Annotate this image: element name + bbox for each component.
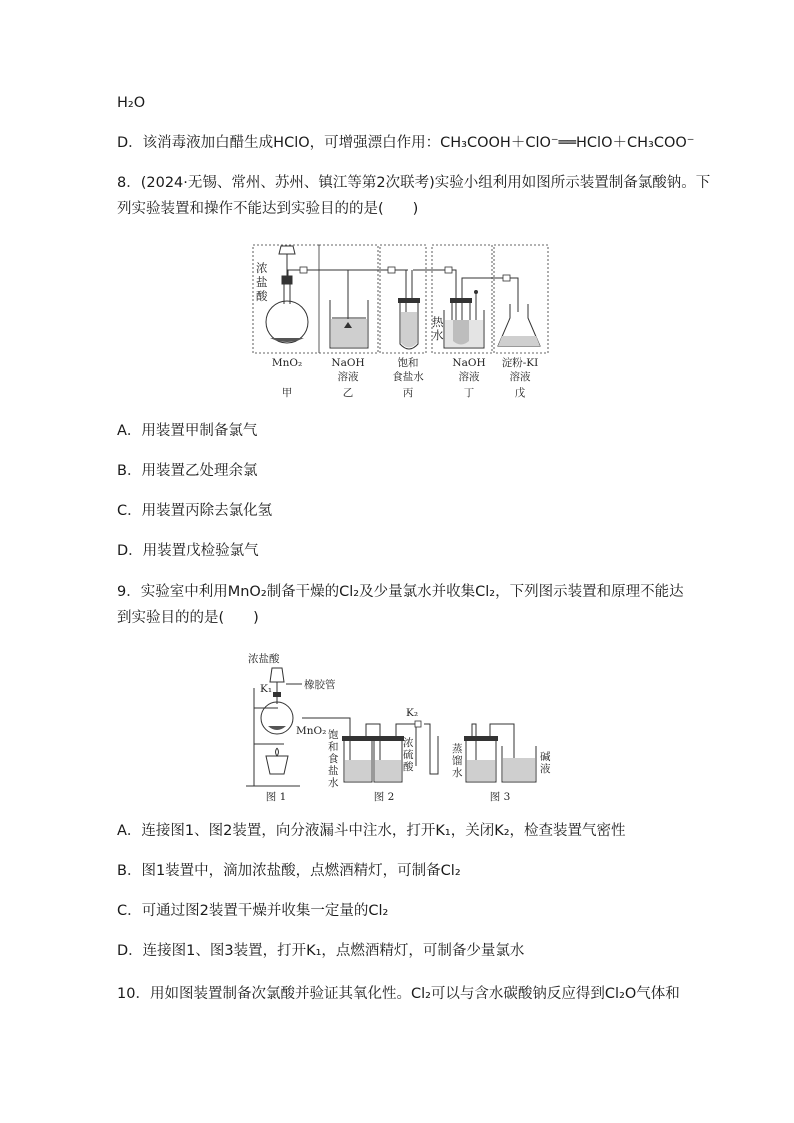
q7-option-d[interactable]: D．该消毒液加白醋生成HClO，可增强漂白作用：CH₃COOH＋ClO⁻══HClO＋CH₃COO⁻ bbox=[117, 135, 695, 151]
q9-option-c[interactable]: C．可通过图2装置干燥并收集一定量的Cl₂ bbox=[117, 903, 389, 919]
label-brine-5: 水 bbox=[328, 777, 339, 789]
label-k2: K₂ bbox=[406, 707, 419, 719]
reagent-ding-2: 溶液 bbox=[458, 371, 480, 383]
unit-name-yi: 乙 bbox=[342, 387, 354, 399]
label-acid-2: 盐 bbox=[256, 275, 268, 289]
valve-1 bbox=[300, 267, 307, 273]
label-alkali-1: 碱 bbox=[540, 751, 551, 763]
q9-stem-line1: 9．实验室中利用MnO₂制备干燥的Cl₂及少量氯水并收集Cl₂，下列图示装置和原理不能达 bbox=[117, 584, 684, 600]
valve-3 bbox=[445, 267, 452, 273]
label-water-2: 馏 bbox=[452, 755, 463, 767]
q10-stem-line1: 10．用如图装置制备次氯酸并验证其氧化性。Cl₂可以与含水碳酸钠反应得到Cl₂O气体和 bbox=[117, 986, 680, 1002]
label-brine-2: 和 bbox=[328, 741, 339, 753]
q8-option-a[interactable]: A．用装置甲制备氯气 bbox=[117, 423, 258, 439]
label-rubber-tube: 橡胶管 bbox=[304, 679, 336, 691]
reagent-wu-1: 淀粉-KI bbox=[501, 357, 539, 369]
q9-apparatus-figure bbox=[240, 648, 560, 803]
valve-4 bbox=[503, 275, 510, 281]
label-k1: K₁ bbox=[260, 683, 273, 695]
unit-name-ding: 丁 bbox=[463, 387, 475, 399]
label-water-1: 蒸 bbox=[452, 743, 463, 755]
q9-option-d[interactable]: D．连接图1、图3装置，打开K₁，点燃酒精灯，可制备少量氯水 bbox=[117, 943, 525, 959]
reagent-yi-2: 溶液 bbox=[337, 371, 359, 383]
label-mno2: MnO₂ bbox=[296, 725, 327, 737]
reagent-bing-2: 食盐水 bbox=[392, 371, 424, 383]
q9-stem-line2: 到实验目的的是( ) bbox=[117, 610, 259, 626]
label-water-3: 水 bbox=[452, 767, 463, 779]
reagent-bing-1: 饱和 bbox=[397, 357, 419, 369]
caption-fig2: 图 2 bbox=[373, 791, 395, 803]
q8-stem-line1: 8．(2024·无锡、常州、苏州、镇江等第2次联考)实验小组利用如图所示装置制备氯酸钠。下 bbox=[117, 175, 711, 191]
label-acid-3: 酸 bbox=[256, 289, 268, 303]
reagent-jia: MnO₂ bbox=[271, 357, 303, 369]
label-brine-1: 饱 bbox=[328, 729, 339, 741]
mno2-solid bbox=[270, 338, 304, 342]
unit-name-bing: 丙 bbox=[402, 387, 414, 399]
label-conc-hcl: 浓盐酸 bbox=[248, 653, 280, 665]
q8-option-d[interactable]: D．用装置戊检验氯气 bbox=[117, 543, 259, 559]
reagent-wu-2: 溶液 bbox=[509, 371, 531, 383]
unit-name-wu: 戊 bbox=[514, 387, 526, 399]
q9-option-b[interactable]: B．图1装置中，滴加浓盐酸，点燃酒精灯，可制备Cl₂ bbox=[117, 863, 461, 879]
reagent-yi-1: NaOH bbox=[331, 357, 365, 369]
caption-fig1: 图 1 bbox=[265, 791, 287, 803]
unit-name-jia: 甲 bbox=[281, 387, 293, 399]
label-alkali-2: 液 bbox=[540, 763, 551, 775]
q8-stem-line2: 列实验装置和操作不能达到实验目的的是( ) bbox=[117, 201, 419, 217]
q9-option-a[interactable]: A．连接图1、图2装置，向分液漏斗中注水，打开K₁，关闭K₂，检查装置气密性 bbox=[117, 823, 626, 839]
label-brine-3: 食 bbox=[328, 753, 339, 765]
label-h2so4-1: 浓 bbox=[403, 737, 414, 749]
caption-fig3: 图 3 bbox=[489, 791, 511, 803]
pipe-3 bbox=[506, 278, 518, 312]
q8-option-b[interactable]: B．用装置乙处理余氯 bbox=[117, 463, 258, 479]
label-h2so4-2: 硫 bbox=[403, 749, 414, 761]
valve-2 bbox=[388, 267, 395, 273]
q8-apparatus-figure bbox=[248, 242, 553, 402]
flask-jia bbox=[266, 246, 308, 343]
label-acid-1: 浓 bbox=[256, 261, 268, 275]
label-hot-water-2: 水 bbox=[432, 328, 444, 342]
label-brine-4: 盐 bbox=[328, 765, 339, 777]
label-h2so4-3: 酸 bbox=[403, 761, 414, 773]
label-hot-water-1: 热 bbox=[432, 315, 444, 329]
reagent-ding-1: NaOH bbox=[452, 357, 486, 369]
text-fragment-h2o: H₂O bbox=[117, 95, 146, 111]
q8-option-c[interactable]: C．用装置丙除去氯化氢 bbox=[117, 503, 273, 519]
